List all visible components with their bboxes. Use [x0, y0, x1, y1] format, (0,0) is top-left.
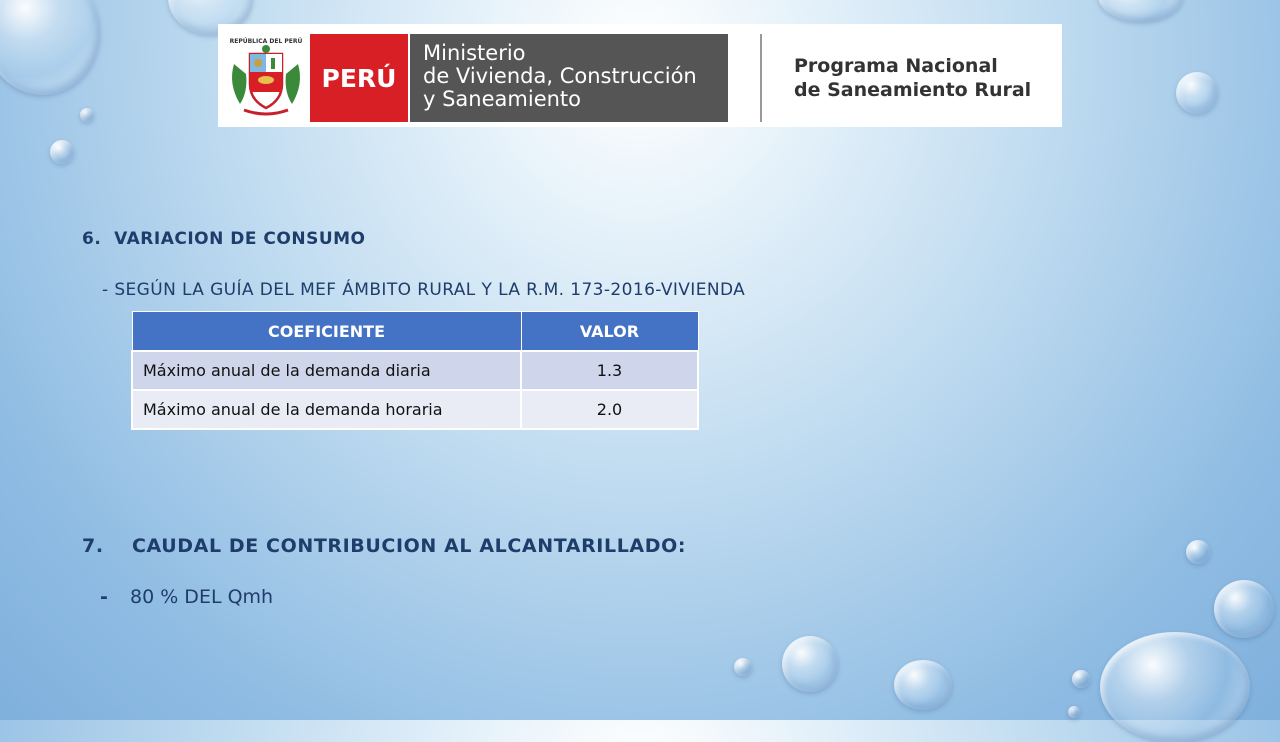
- program-line: Programa Nacional: [794, 55, 998, 77]
- water-bubble-decoration: [0, 0, 100, 95]
- ministry-name-box: [410, 34, 728, 122]
- section-6-number: 6.: [82, 229, 102, 249]
- water-bubble-decoration: [782, 636, 838, 692]
- section-6-title: VARIACION DE CONSUMO: [114, 229, 366, 249]
- country-name: PERÚ: [321, 63, 397, 93]
- section-7-detail: [100, 586, 273, 608]
- program-line: de Saneamiento Rural: [794, 79, 1032, 101]
- table-cell-label: Máximo anual de la demanda horaria: [132, 390, 521, 429]
- water-bubble-decoration: [1068, 706, 1080, 718]
- water-bubble-decoration: [80, 108, 94, 122]
- program-name: [794, 54, 1031, 102]
- ministry-logo-banner: [218, 24, 1062, 127]
- table-cell-label: Máximo anual de la demanda diaria: [132, 351, 521, 390]
- ministry-line: Ministerio: [423, 41, 526, 65]
- water-bubble-decoration: [1186, 540, 1210, 564]
- section-6-subtitle: - SEGÚN LA GUÍA DEL MEF ÁMBITO RURAL Y LA R.M. 173-2016-VIVIENDA: [102, 280, 746, 300]
- section-7-number: 7.: [82, 535, 104, 557]
- ministry-line: de Vivienda, Construcción: [423, 64, 697, 88]
- bullet-dash: -: [100, 586, 108, 608]
- table-header-row: [132, 312, 698, 352]
- table-header-coeficiente: COEFICIENTE: [132, 312, 521, 352]
- water-bubble-decoration: [1176, 72, 1218, 114]
- water-bubble-decoration: [1098, 0, 1183, 22]
- logo-divider: [760, 34, 762, 122]
- coefficient-table: [131, 311, 699, 430]
- water-bubble-decoration: [894, 660, 952, 710]
- table-row: [132, 351, 698, 390]
- water-bubble-decoration: [1072, 670, 1090, 688]
- coat-of-arms-text: REPÚBLICA DEL PERÚ: [229, 38, 303, 45]
- water-bubble-decoration: [734, 658, 752, 676]
- section-7-text: 80 % DEL Qmh: [130, 586, 274, 608]
- table-cell-value: 2.0: [521, 390, 698, 429]
- water-bubble-decoration: [1214, 580, 1274, 638]
- ministry-line: y Saneamiento: [423, 87, 582, 111]
- section-7-heading: [82, 535, 686, 557]
- peru-logo-box: [310, 34, 408, 122]
- section-6-heading: [82, 229, 366, 249]
- water-bubble-decoration: [50, 140, 74, 164]
- table-cell-value: 1.3: [521, 351, 698, 390]
- section-7-title: CAUDAL DE CONTRIBUCION AL ALCANTARILLADO:: [132, 535, 687, 557]
- water-bubble-decoration: [1100, 632, 1250, 742]
- table-row: [132, 390, 698, 429]
- table-header-valor: VALOR: [521, 312, 698, 352]
- coat-of-arms-icon: [226, 34, 306, 118]
